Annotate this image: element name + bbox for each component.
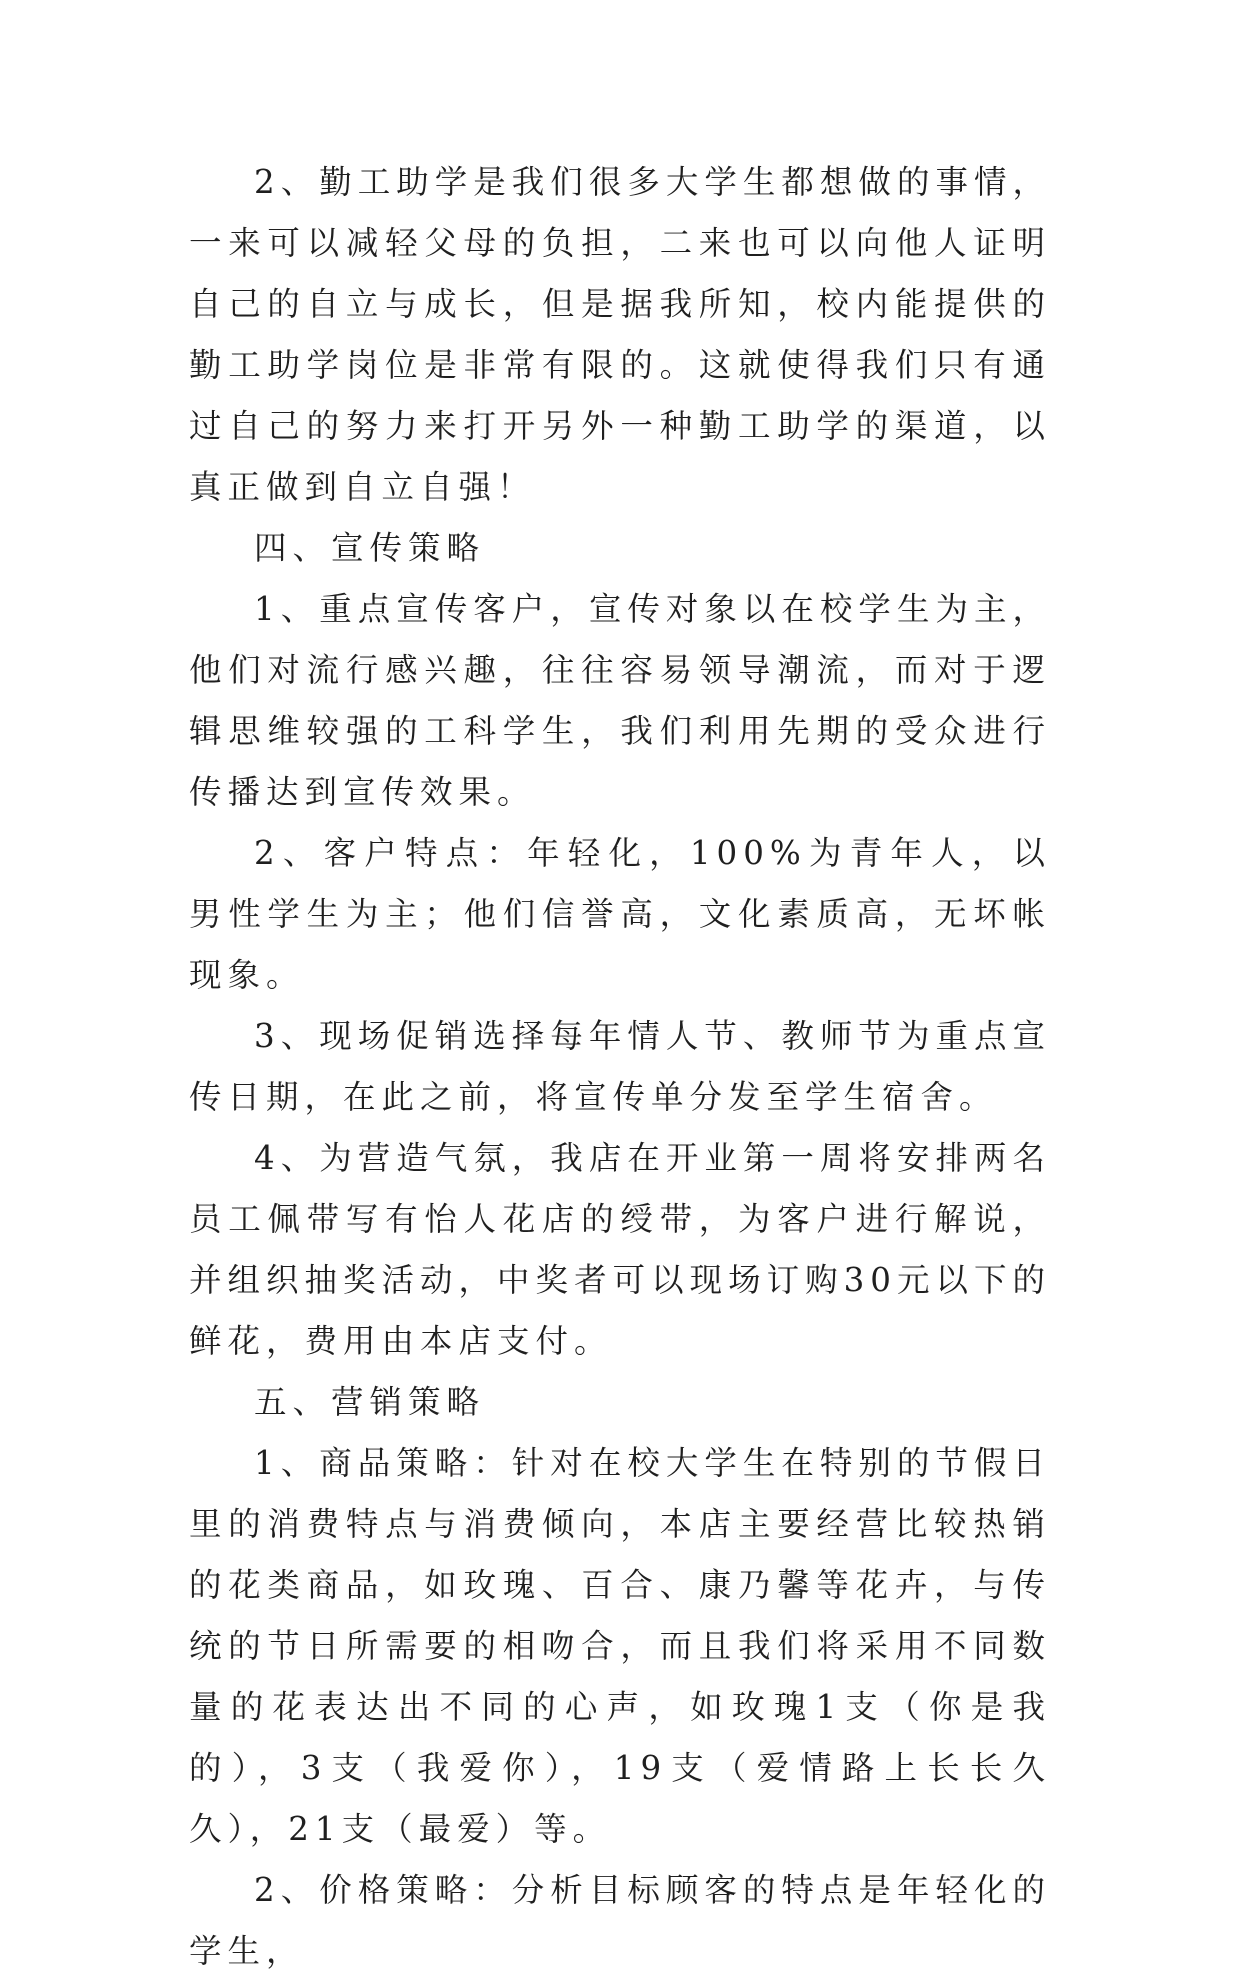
para-price-strategy: 2、价格策略：分析目标顾客的特点是年轻化的学生， bbox=[189, 1871, 1051, 1970]
document-body bbox=[189, 152, 1051, 1982]
para-work-study: 2、勤工助学是我们很多大学生都想做的事情，一来可以减轻父母的负担，二来也可以向他人证明自己的自立与成长，但是据我所知，校内能提供的勤工助学岗位是非常有限的。这就使得我们只有通过自己的努力来打开另外一种勤工助学的渠道，以真正做到自立自强！ bbox=[189, 163, 1051, 506]
heading-promotion-strategy: 四、宣传策略 bbox=[254, 529, 486, 567]
para-onsite-promotion: 3、现场促销选择每年情人节、教师节为重点宣传日期，在此之前，将宣传单分发至学生宿舍。 bbox=[189, 1017, 1051, 1116]
para-key-customers: 1、重点宣传客户，宣传对象以在校学生为主，他们对流行感兴趣，往往容易领导潮流，而对于逻辑思维较强的工科学生，我们利用先期的受众进行传播达到宣传效果。 bbox=[189, 590, 1051, 811]
para-customer-traits: 2、客户特点：年轻化，100%为青年人，以男性学生为主；他们信誉高，文化素质高，无坏帐现象。 bbox=[189, 834, 1051, 994]
para-opening-week: 4、为营造气氛，我店在开业第一周将安排两名员工佩带写有怡人花店的绶带，为客户进行解说，并组织抽奖活动，中奖者可以现场订购30元以下的鲜花，费用由本店支付。 bbox=[189, 1139, 1051, 1360]
heading-marketing-strategy: 五、营销策略 bbox=[254, 1383, 486, 1421]
para-product-strategy: 1、商品策略：针对在校大学生在特别的节假日里的消费特点与消费倾向，本店主要经营比较热销的花类商品，如玫瑰、百合、康乃馨等花卉，与传统的节日所需要的相吻合，而且我们将采用不同数量的花表达出不同的心声，如玫瑰1支（你是我的），3支（我爱你），19支（爱情路上长长久久），21支（最爱）等。 bbox=[189, 1444, 1051, 1848]
